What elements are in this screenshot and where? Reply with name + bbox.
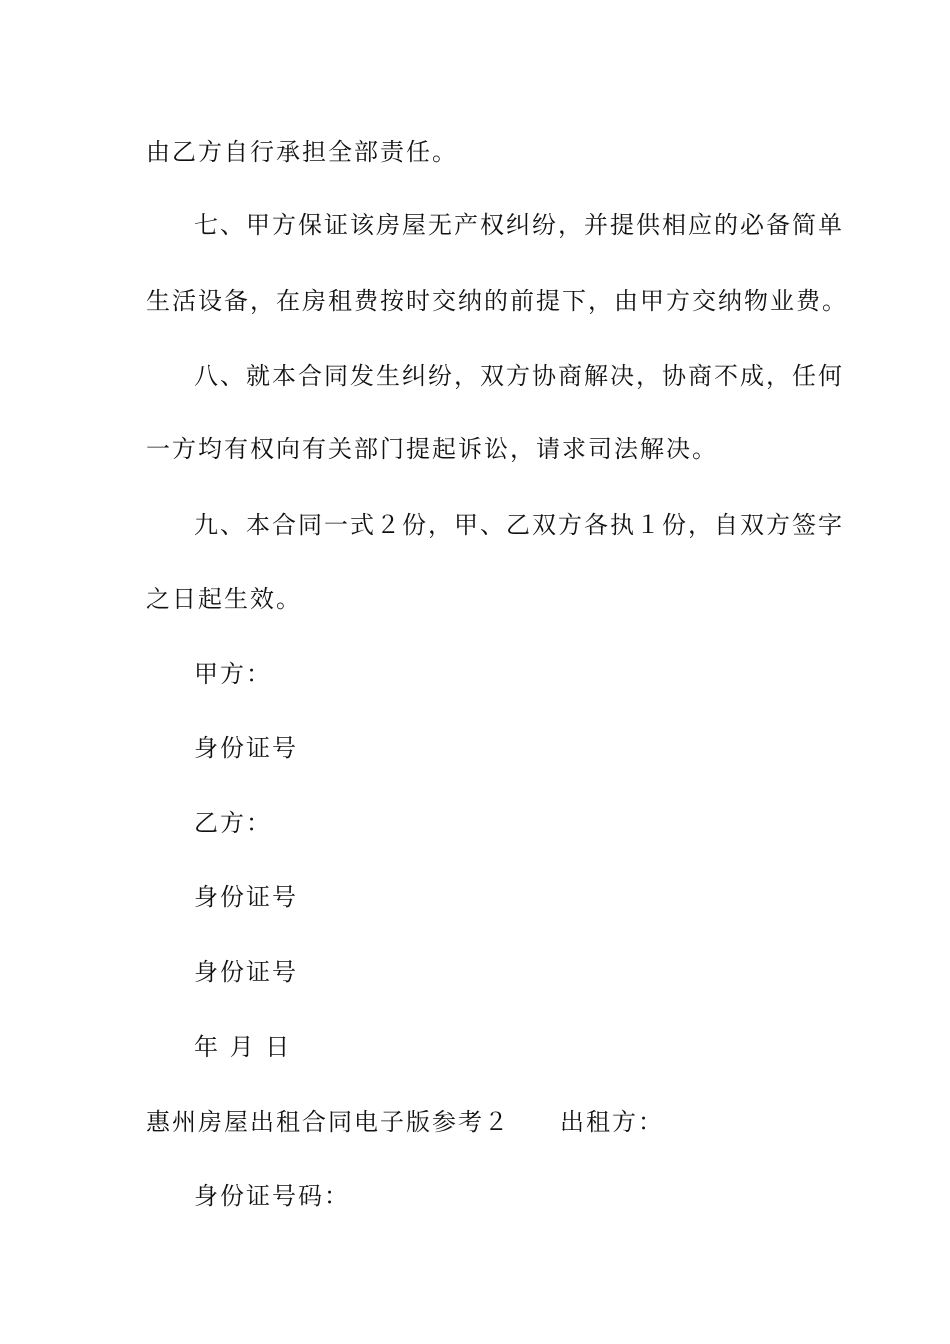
party-a-label: 甲方： [194,660,272,688]
date-line: 年 月 日 [194,1033,292,1061]
clause-7-line-2: 生活设备，在房租费按时交纳的前提下，由甲方交纳物业费。 [146,287,848,315]
clause-8-line-1: 八、就本合同发生纠纷，双方协商解决，协商不成，任何 [194,362,844,390]
id-number-label: 身份证号 [194,883,298,911]
lessor-label: 出租方： [560,1108,664,1136]
id-number-label: 身份证号 [194,734,298,762]
clause-7-line-1: 七、甲方保证该房屋无产权纠纷，并提供相应的必备简单 [194,211,844,239]
clause-9-line-1: 九、本合同一式２份，甲、乙双方各执１份，自双方签字 [194,511,844,539]
contract-title-line [146,1107,664,1137]
party-b-label: 乙方： [194,809,272,837]
clause-9-line-2: 之日起生效。 [146,585,302,613]
id-number-label: 身份证号 [194,958,298,986]
text-line: 由乙方自行承担全部责任。 [146,138,458,166]
contract-title: 惠州房屋出租合同电子版参考２ [146,1108,510,1136]
clause-8-line-2: 一方均有权向有关部门提起诉讼，请求司法解决。 [146,435,718,463]
id-number-code-label: 身份证号码： [194,1182,350,1210]
